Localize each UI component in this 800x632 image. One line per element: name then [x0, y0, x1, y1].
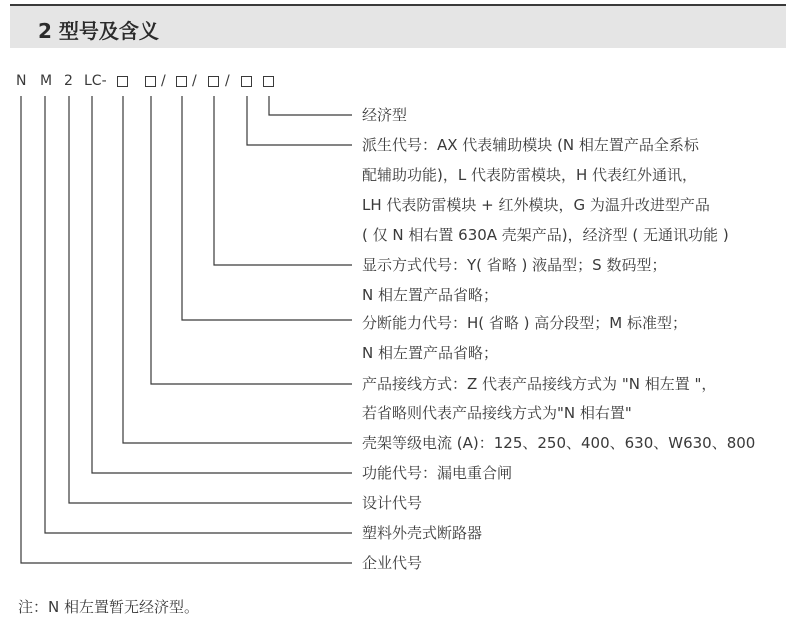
code-letter-n: N — [16, 73, 27, 89]
desc-breaking: 分断能力代号：H( 省略 ) 高分段型；M 标准型； — [362, 314, 687, 332]
desc-enterprise: 企业代号 — [362, 554, 423, 572]
desc-frame-current: 壳架等级电流 (A)：125、250、400、630、W630、800 — [362, 434, 756, 452]
connector-display — [214, 96, 352, 265]
desc-function: 功能代号：漏电重合闸 — [362, 464, 513, 482]
desc-wiring: 产品接线方式：Z 代表产品接线方式为 "N 相左置 "， — [362, 375, 717, 393]
desc-display-2: N 相左置产品省略； — [362, 286, 498, 304]
desc-mccb: 塑料外壳式断路器 — [362, 524, 483, 542]
desc-derivative-4: ( 仅 N 相右置 630A 壳架产品)，经济型 ( 无通讯功能 ) — [362, 226, 729, 244]
desc-economy: 经济型 — [362, 106, 408, 124]
desc-breaking-2: N 相左置产品省略； — [362, 344, 498, 362]
code-slash-1: / — [161, 73, 166, 89]
connector-breaking — [182, 96, 352, 320]
code-slash-3: / — [225, 73, 230, 89]
connector-wiring — [151, 96, 352, 384]
desc-design: 设计代号 — [362, 494, 423, 512]
section-title: 2 型号及含义 — [38, 19, 159, 43]
desc-derivative-2: 配辅助功能)，L 代表防雷模块，H 代表红外通讯， — [362, 166, 698, 184]
connector-function — [92, 96, 352, 473]
code-letter-m: M — [40, 73, 53, 89]
desc-wiring-2: 若省略则代表产品接线方式为"N 相右置" — [362, 404, 632, 422]
connector-economy — [269, 96, 352, 115]
desc-derivative-3: LH 代表防雷模块 + 红外模块，G 为温升改进型产品 — [362, 196, 710, 214]
connector-mccb — [45, 96, 352, 533]
code-slash-2: / — [192, 73, 197, 89]
connector-frame-current — [123, 96, 352, 443]
connector-enterprise — [21, 96, 352, 563]
code-digit-2: 2 — [64, 73, 73, 89]
connector-derivative — [247, 96, 352, 145]
desc-display: 显示方式代号：Y( 省略 ) 液晶型；S 数码型； — [362, 256, 667, 274]
desc-derivative: 派生代号：AX 代表辅助模块 (N 相左置产品全系标 — [362, 136, 699, 154]
code-lc: LC- — [84, 73, 107, 89]
connector-design — [69, 96, 352, 503]
footnote: 注：N 相左置暂无经济型。 — [18, 598, 199, 616]
